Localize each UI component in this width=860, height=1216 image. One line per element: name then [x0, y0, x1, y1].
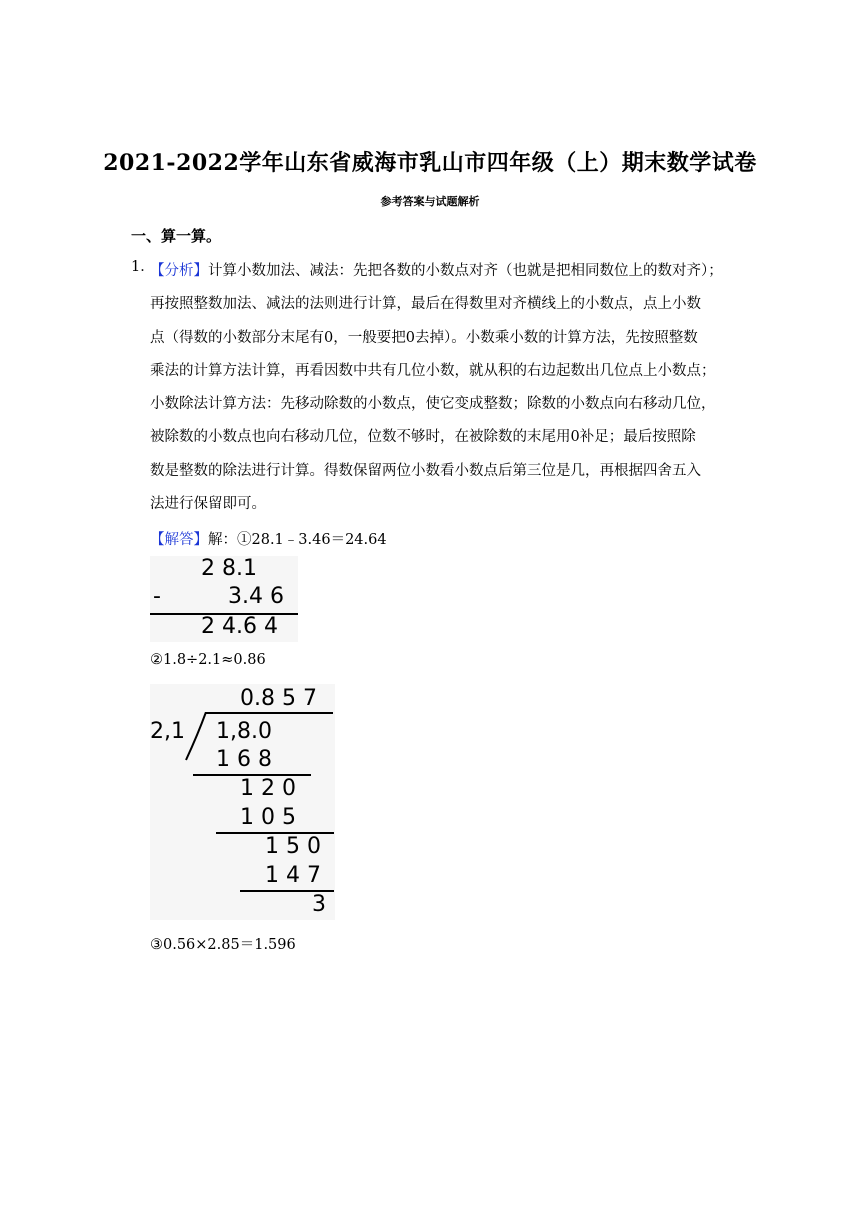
div-row: 1 0 5 [240, 805, 296, 830]
step-2: ②1.8÷2.1≈0.86 [150, 652, 266, 668]
div-row: 1 5 0 [265, 834, 321, 859]
sub-result: 2 4.6 4 [201, 614, 278, 639]
analysis-line: 点（得数的小数部分末尾有0，一般要把0去掉）。小数乘小数的计算方法，先按照整数 [150, 329, 698, 346]
analysis-line: 数是整数的除法进行计算。得数保留两位小数看小数点后第三位是几，再根据四舍五入 [150, 462, 701, 479]
section-heading: 一、算一算。 [131, 227, 222, 245]
step-3: ③0.56×2.85＝1.596 [150, 937, 296, 953]
sub-operator: - [153, 584, 161, 609]
page-title: 2021-2022学年山东省威海市乳山市四年级（上）期末数学试卷 [103, 150, 757, 176]
div-divisor: 2,1 [150, 719, 185, 744]
answer-tag: 【解答】 [150, 532, 208, 548]
analysis-line: 【分析】计算小数加法、减法：先把各数的小数点对齐（也就是把相同数位上的数对齐）； [150, 263, 723, 279]
div-remainder: 3 [312, 892, 326, 917]
div-top-rule [206, 712, 333, 714]
sub-minuend: 2 8.1 [201, 556, 257, 581]
div-row: 1 4 7 [265, 863, 321, 888]
analysis-line: 乘法的计算方法计算，再看因数中共有几位小数，就从积的右边起数出几位点上小数点； [150, 362, 716, 379]
div-dividend: 1,8.0 [216, 719, 272, 744]
analysis-tag: 【分析】 [150, 263, 208, 279]
analysis-line: 法进行保留即可。 [150, 496, 266, 513]
analysis-line: 被除数的小数点也向右移动几位，位数不够时，在被除数的末尾用0补足；最后按照除 [150, 429, 696, 446]
answer-prefix: 解： [208, 532, 237, 548]
analysis-line: 小数除法计算方法：先移动除数的小数点，使它变成整数；除数的小数点向右移动几位， [150, 396, 716, 413]
sub-subtrahend: 3.4 6 [228, 584, 284, 609]
answer-line [150, 528, 387, 549]
question-number: 1． [131, 259, 155, 275]
div-quotient: 0.8 5 7 [240, 686, 317, 711]
div-row: 1 6 8 [216, 747, 272, 772]
div-row: 1 2 0 [240, 776, 296, 801]
analysis-paragraph [150, 255, 735, 521]
page-subtitle: 参考答案与试题解析 [380, 195, 480, 208]
analysis-line: 再按照整数加法、减法的法则进行计算，最后在得数里对齐横线上的小数点，点上小数 [150, 296, 701, 313]
step-1: ①28.1﹣3.46＝24.64 [237, 532, 387, 548]
